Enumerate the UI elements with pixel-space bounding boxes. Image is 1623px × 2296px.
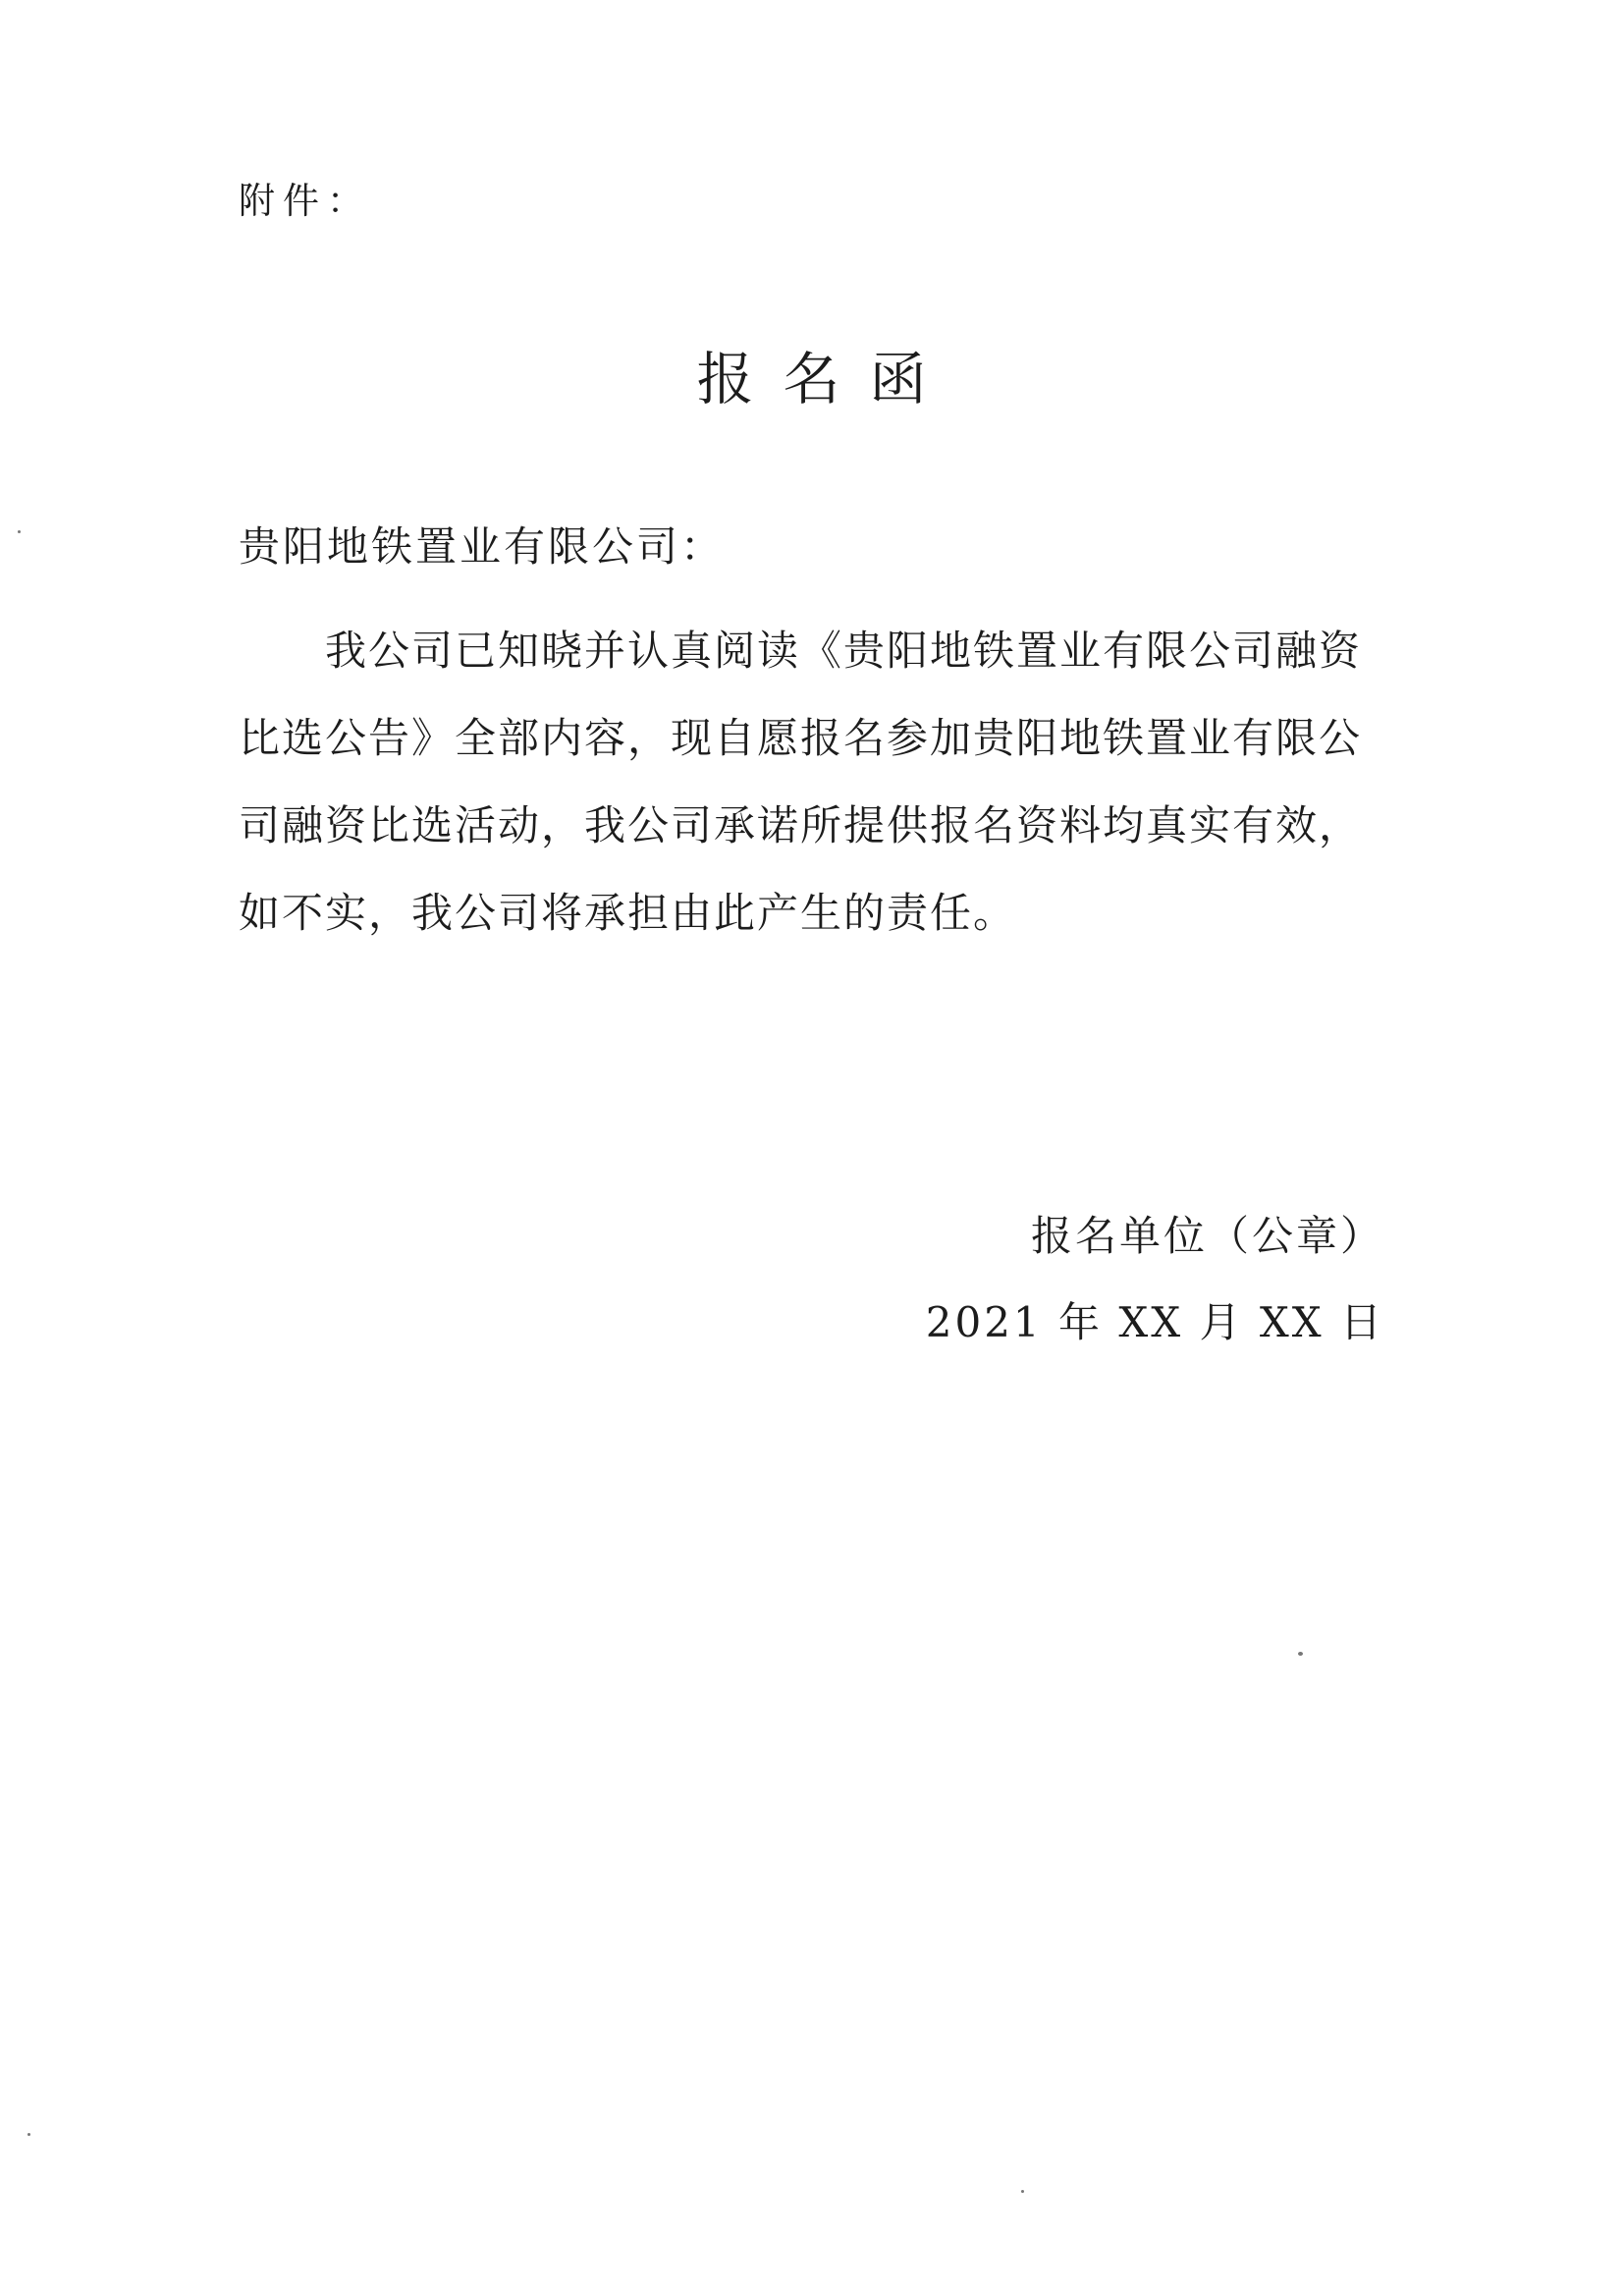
- date-line: 2021 年 XX 月 XX 日: [925, 1298, 1384, 1346]
- body-line: 我公司已知晓并认真阅读《贵阳地铁置业有限公司融资: [325, 627, 1363, 675]
- scan-speck: [18, 530, 21, 533]
- document-title: 报名函: [696, 346, 956, 412]
- scan-speck: [27, 2133, 30, 2136]
- scan-speck: [1298, 1652, 1303, 1656]
- body-line: 比选公告》全部内容，现自愿报名参加贵阳地铁置业有限公: [239, 714, 1363, 762]
- attachment-label: 附件：: [239, 180, 371, 222]
- recipient-line: 贵阳地铁置业有限公司：: [239, 522, 726, 571]
- body-line: 司融资比选活动，我公司承诺所提供报名资料均真实有效，: [239, 801, 1363, 849]
- scan-speck: [1021, 2190, 1024, 2193]
- signature-line: 报名单位（公章）: [1030, 1212, 1384, 1260]
- body-paragraph: [239, 607, 1402, 957]
- body-line: 如不实，我公司将承担由此产生的责任。: [239, 889, 1017, 937]
